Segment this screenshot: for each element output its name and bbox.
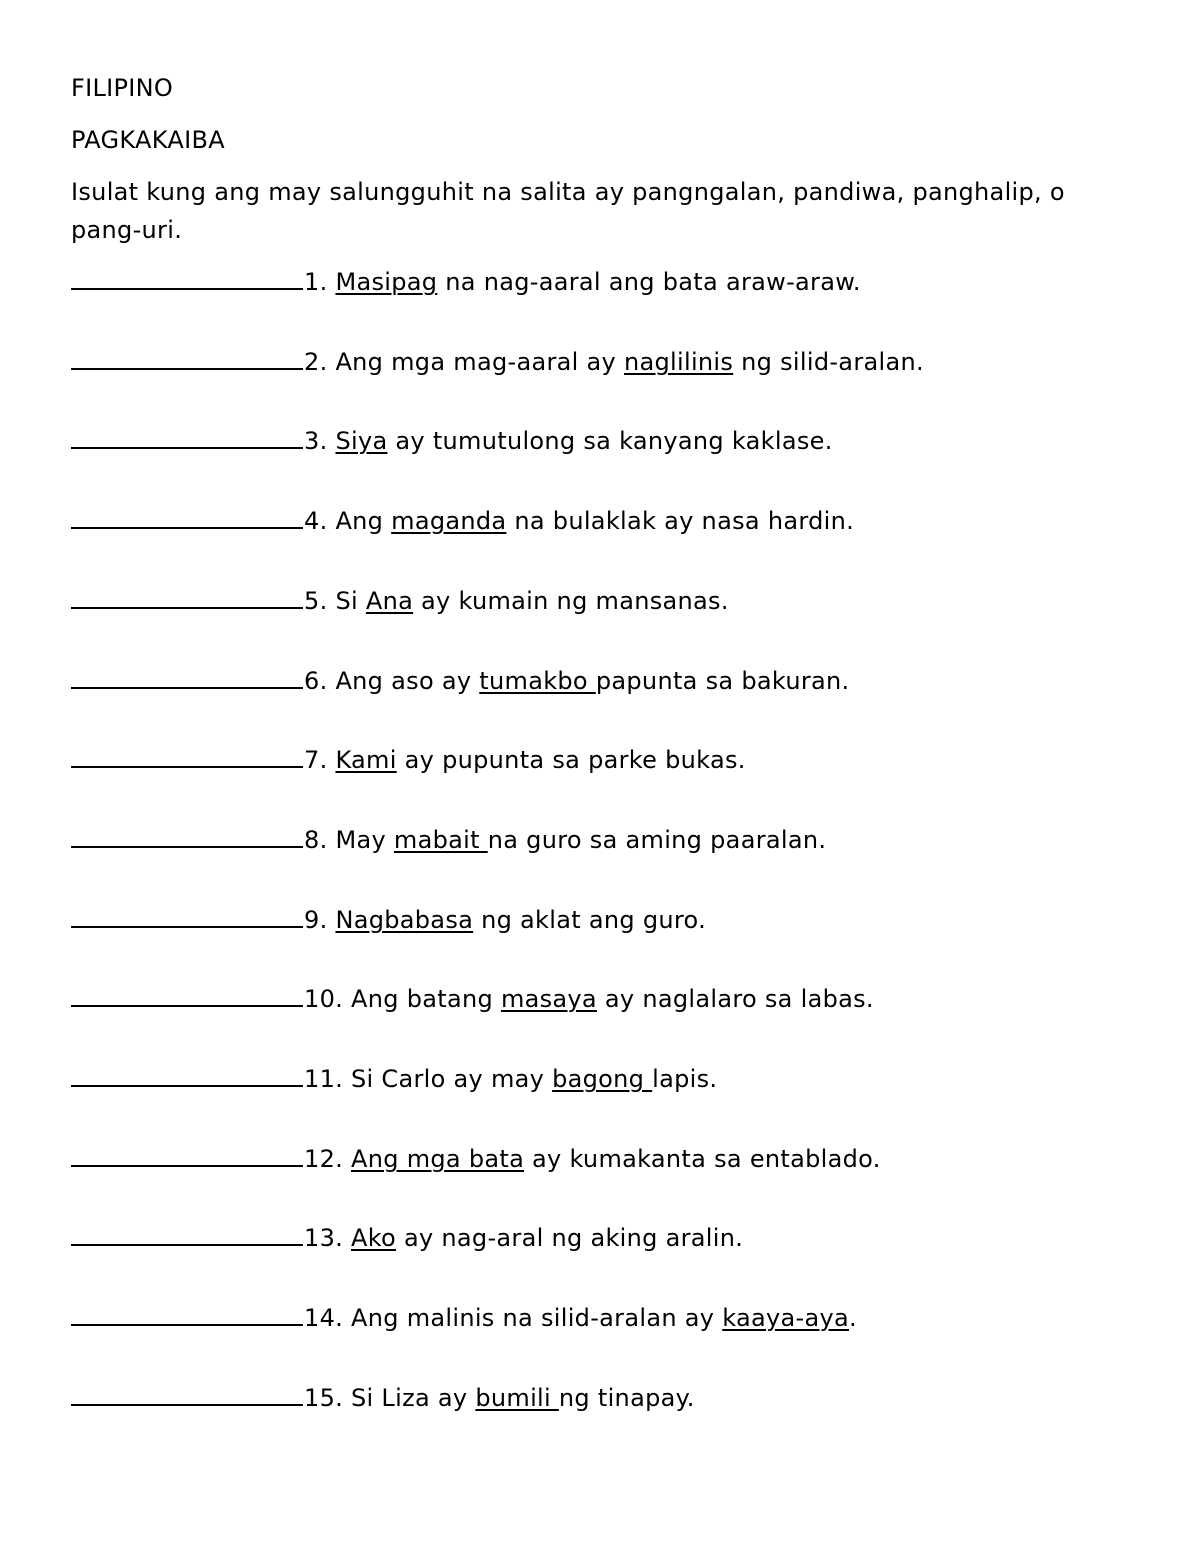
question-item <box>71 906 706 936</box>
item-text-after: ay kumakanta sa entablado. <box>524 1145 881 1173</box>
item-text-before: Si <box>335 587 366 615</box>
item-number: 3. <box>304 427 336 455</box>
question-item <box>71 1065 717 1095</box>
item-text-after: papunta sa bakuran. <box>595 667 850 695</box>
item-number: 5. <box>304 587 336 615</box>
item-text-before: Si Carlo ay may <box>351 1065 553 1093</box>
item-text-before: Ang batang <box>351 985 501 1013</box>
underlined-word: tumakbo <box>479 667 596 695</box>
item-number: 11. <box>304 1065 351 1093</box>
answer-blank[interactable] <box>71 1065 303 1087</box>
item-text-after: ay tumutulong sa kanyang kaklase. <box>387 427 833 455</box>
item-text-after: . <box>849 1304 857 1332</box>
answer-blank[interactable] <box>71 906 303 928</box>
item-text-after: lapis. <box>652 1065 718 1093</box>
question-item <box>71 667 849 697</box>
underlined-word: mabait <box>393 826 488 854</box>
item-number: 13. <box>304 1224 351 1252</box>
question-item <box>71 268 861 298</box>
underlined-word: Ana <box>365 587 414 615</box>
question-item <box>71 1145 881 1175</box>
item-text-after: na guro sa aming paaralan. <box>487 826 827 854</box>
item-text-after: na bulaklak ay nasa hardin. <box>506 507 855 535</box>
answer-blank[interactable] <box>71 268 303 290</box>
item-text-before: Ang aso ay <box>335 667 480 695</box>
underlined-word: bumili <box>475 1384 559 1412</box>
item-number: 9. <box>304 906 336 934</box>
answer-blank[interactable] <box>71 667 303 689</box>
item-number: 14. <box>304 1304 351 1332</box>
question-item <box>71 1304 857 1334</box>
item-text-before: Ang malinis na silid-aralan ay <box>351 1304 723 1332</box>
answer-blank[interactable] <box>71 1145 303 1167</box>
answer-blank[interactable] <box>71 1384 303 1406</box>
answer-blank[interactable] <box>71 348 303 370</box>
answer-blank[interactable] <box>71 746 303 768</box>
question-item <box>71 746 746 776</box>
item-number: 8. <box>304 826 336 854</box>
underlined-word: Siya <box>335 427 388 455</box>
item-text-after: na nag-aaral ang bata araw-araw. <box>437 268 861 296</box>
question-item <box>71 587 729 617</box>
underlined-word: Kami <box>335 746 397 774</box>
item-text-after: ng tinapay. <box>558 1384 695 1412</box>
underlined-word: naglilinis <box>623 348 734 376</box>
item-number: 2. <box>304 348 336 376</box>
item-text-after: ay pupunta sa parke bukas. <box>396 746 746 774</box>
item-number: 4. <box>304 507 336 535</box>
item-text-before: Ang mga mag-aaral ay <box>335 348 624 376</box>
item-number: 10. <box>304 985 351 1013</box>
answer-blank[interactable] <box>71 427 303 449</box>
item-text-after: ng aklat ang guro. <box>473 906 707 934</box>
answer-blank[interactable] <box>71 587 303 609</box>
underlined-word: Nagbabasa <box>335 906 474 934</box>
item-text-before: Ang <box>335 507 392 535</box>
question-item <box>71 507 854 537</box>
item-text-after: ay kumain ng mansanas. <box>413 587 729 615</box>
item-text-after: ay naglalaro sa labas. <box>596 985 874 1013</box>
question-item <box>71 1384 695 1414</box>
item-text-after: ay nag-aral ng aking aralin. <box>396 1224 744 1252</box>
question-item <box>71 826 826 856</box>
item-number: 7. <box>304 746 336 774</box>
underlined-word: Ang mga bata <box>351 1145 525 1173</box>
underlined-word: kaaya-aya <box>722 1304 849 1332</box>
subject-heading: FILIPINO <box>71 74 174 102</box>
underlined-word: maganda <box>391 507 507 535</box>
topic-heading: PAGKAKAIBA <box>71 126 225 154</box>
item-text-before: Si Liza ay <box>351 1384 476 1412</box>
item-number: 12. <box>304 1145 351 1173</box>
item-text-before: May <box>335 826 394 854</box>
item-number: 1. <box>304 268 336 296</box>
question-item <box>71 985 874 1015</box>
underlined-word: bagong <box>552 1065 653 1093</box>
question-item <box>71 427 833 457</box>
underlined-word: Ako <box>351 1224 397 1252</box>
answer-blank[interactable] <box>71 1224 303 1246</box>
underlined-word: Masipag <box>335 268 438 296</box>
instructions-text: Isulat kung ang may salungguhit na salita ay pangngalan, pandiwa, panghalip, o pang-uri. <box>71 178 1065 244</box>
question-item <box>71 1224 743 1254</box>
answer-blank[interactable] <box>71 826 303 848</box>
item-number: 6. <box>304 667 336 695</box>
answer-blank[interactable] <box>71 985 303 1007</box>
answer-blank[interactable] <box>71 1304 303 1326</box>
underlined-word: masaya <box>500 985 597 1013</box>
item-number: 15. <box>304 1384 351 1412</box>
answer-blank[interactable] <box>71 507 303 529</box>
item-text-after: ng silid-aralan. <box>733 348 924 376</box>
question-item <box>71 348 924 378</box>
